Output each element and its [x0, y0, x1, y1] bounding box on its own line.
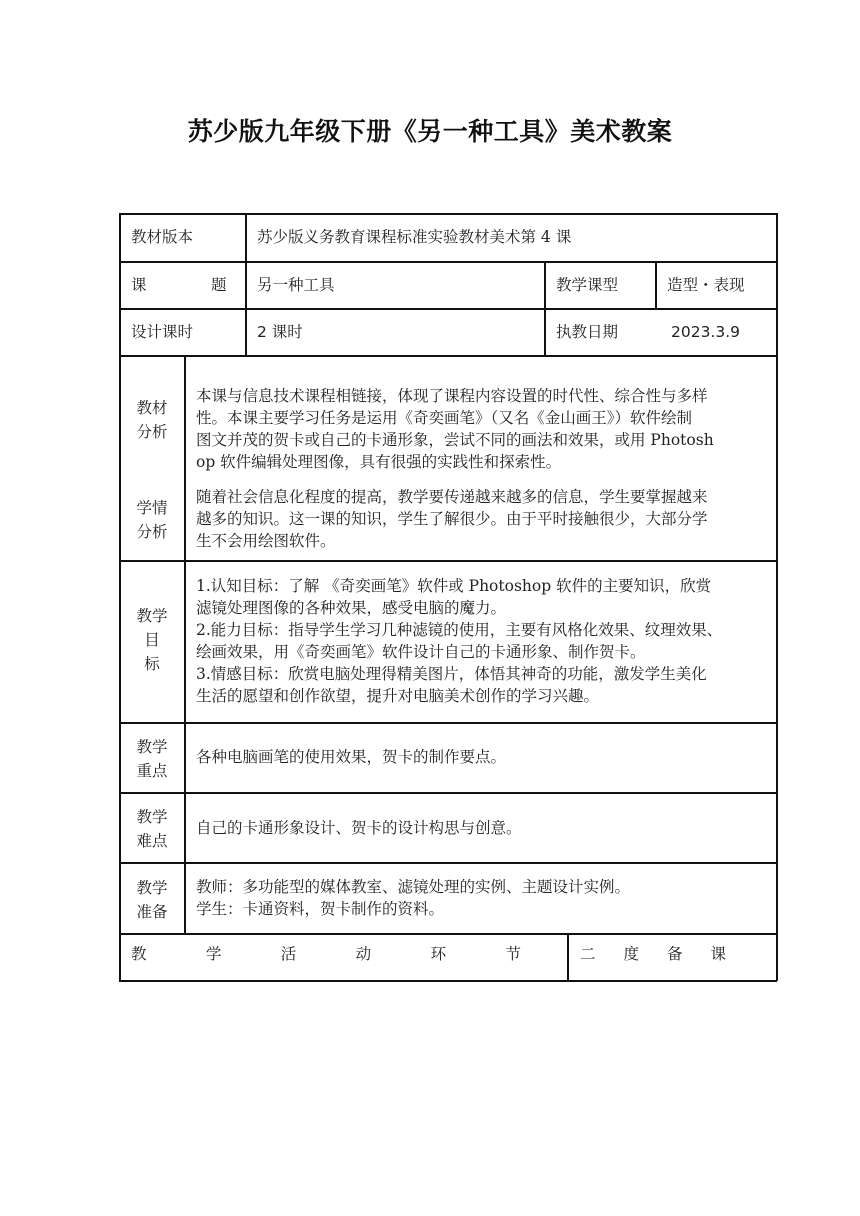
analysis-line: op 软件编辑处理图像，具有很强的实践性和探索性。	[196, 453, 562, 471]
prep-line: 教师：多功能型的媒体教室、滤镜处理的实例、主题设计实例。	[196, 878, 631, 896]
keypoint-label	[124, 735, 180, 783]
section-label-line: 分析	[136, 523, 168, 541]
hours-value: 2 课时	[257, 323, 303, 341]
learner-line: 生不会用绘图软件。	[196, 532, 336, 550]
analysis-line: 图文并茂的贺卡或自己的卡通形象，尝试不同的画法和效果，或用 Photosh	[196, 431, 714, 449]
prep-line: 学生：卡通资料，贺卡制作的资料。	[196, 900, 445, 918]
goals-line: 绘画效果，用《奇奕画笔》软件设计自己的卡通形象、制作贺卡。	[196, 643, 646, 661]
learner-label	[124, 496, 180, 544]
section-label-line: 教学	[136, 738, 168, 756]
lesson-type-label: 教学课型	[556, 276, 619, 294]
section-label-line: 准备	[136, 903, 168, 921]
goals-text	[196, 575, 722, 707]
goals-line: 2.能力目标：指导学生学习几种滤镜的使用，主要有风格化效果、纹理效果、	[196, 621, 723, 639]
date-value: 2023.3.9	[671, 323, 741, 341]
goals-line: 3.情感目标：欣赏电脑处理得精美图片，体悟其神奇的功能，激发学生美化	[196, 665, 707, 683]
goals-line: 1.认知目标：了解 《奇奕画笔》软件或 Photoshop 软件的主要知识，欣赏	[196, 577, 712, 595]
goals-line: 滤镜处理图像的各种效果，感受电脑的魔力。	[196, 599, 507, 617]
version-value: 苏少版义务教育课程标准实验教材美术第 4 课	[257, 228, 572, 246]
topic-value: 另一种工具	[257, 276, 335, 294]
difficulty-text: 自己的卡通形象设计、贺卡的设计构思与创意。	[196, 819, 522, 837]
document-title: 苏少版九年级下册《另一种工具》美术教案	[187, 117, 673, 146]
analysis-label	[124, 396, 180, 444]
section-label-line: 教学	[136, 808, 168, 826]
difficulty-label	[124, 805, 180, 853]
prep-label	[124, 876, 180, 924]
lesson-type-value: 造型・表现	[667, 276, 745, 294]
section-label-line: 教材	[136, 399, 168, 417]
learner-line: 随着社会信息化程度的提高，教学要传递越来越多的信息，学生要掌握越来	[196, 488, 708, 506]
topic-label-char-1: 课	[131, 276, 147, 294]
section-label-line: 重点	[136, 762, 168, 780]
section-label-line: 标	[144, 655, 160, 673]
keypoint-text: 各种电脑画笔的使用效果，贺卡的制作要点。	[196, 748, 507, 766]
section-label-line: 目	[144, 631, 160, 649]
activity-header: 教 学 活 动 环 节	[131, 945, 521, 963]
section-label-line: 难点	[136, 832, 168, 850]
version-label: 教材版本	[131, 228, 194, 246]
learner-line: 越多的知识。这一课的知识，学生了解很少。由于平时接触很少，大部分学	[196, 510, 708, 528]
analysis-line: 本课与信息技术课程相链接，体现了课程内容设置的时代性、综合性与多样	[196, 387, 708, 405]
analysis-line: 性。本课主要学习任务是运用《奇奕画笔》（又名《金山画王》）软件绘制	[196, 409, 693, 427]
topic-label-char-2: 题	[211, 276, 227, 294]
hours-label: 设计课时	[131, 323, 194, 341]
analysis-text	[196, 385, 714, 473]
section-label-line: 教学	[136, 879, 168, 897]
section-label-line: 教学	[136, 607, 168, 625]
date-label: 执教日期	[556, 323, 619, 341]
prep-text	[196, 876, 630, 920]
learner-text	[196, 486, 708, 552]
goals-line: 生活的愿望和创作欲望，提升对电脑美术创作的学习兴趣。	[196, 687, 600, 705]
goals-label	[124, 604, 180, 676]
section-label-line: 学情	[136, 499, 168, 517]
secondary-prep-header: 二 度 备 课	[580, 945, 726, 963]
section-label-line: 分析	[136, 423, 168, 441]
